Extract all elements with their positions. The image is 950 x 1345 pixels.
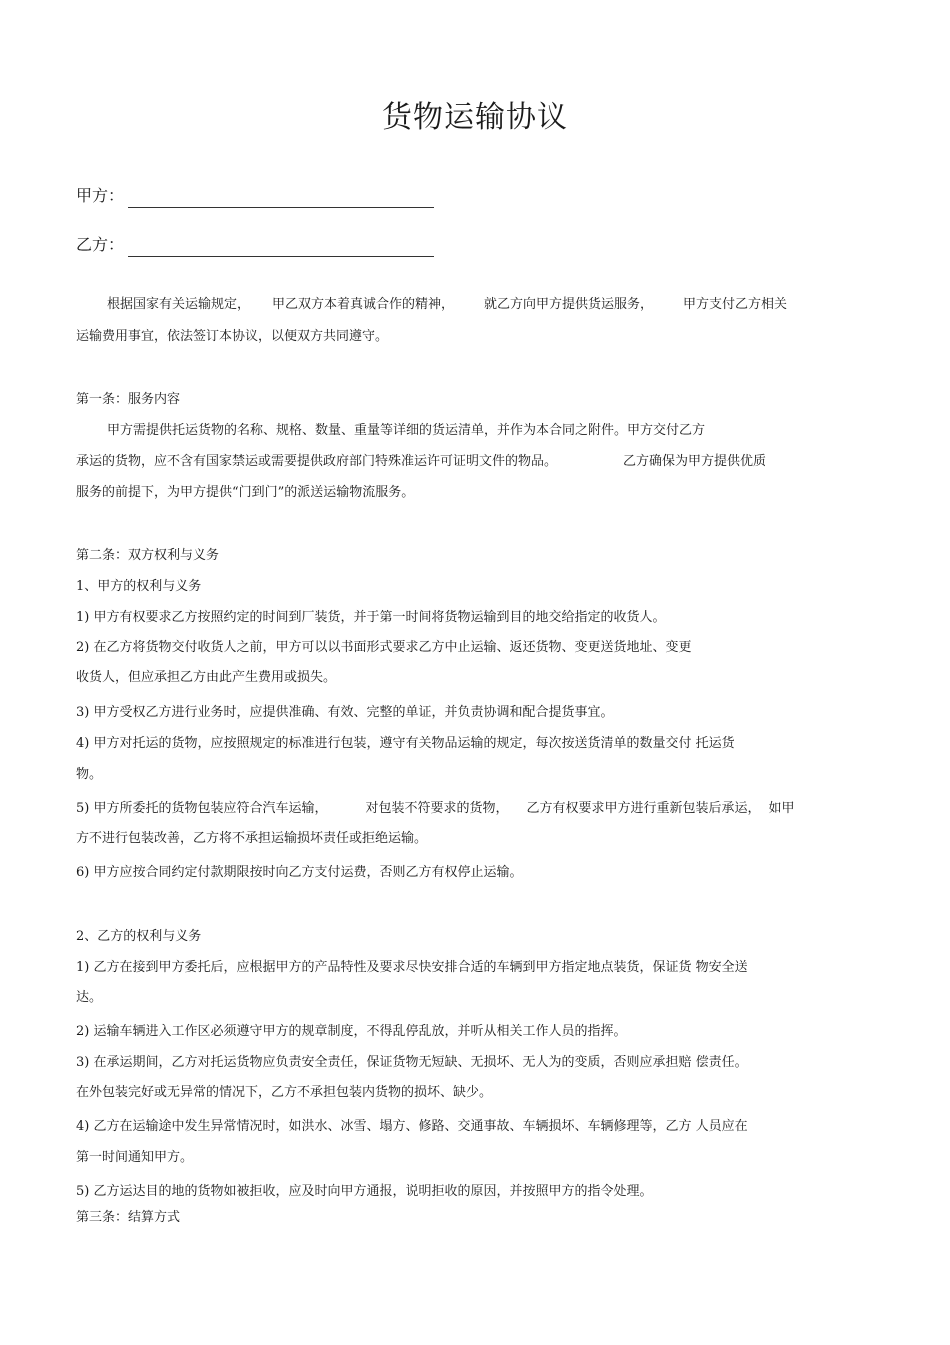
party-a-label: 甲方：	[76, 186, 125, 205]
article-3-heading: 第三条：结算方式	[76, 1210, 181, 1225]
clause-segment: 如甲	[768, 801, 795, 816]
party-b-clause-4-line-1: 4) 乙方在运输途中发生异常情况时，如洪水、冰雪、塌方、修路、交通事故、车辆损坏、车辆修理等，乙方 人员应在	[76, 1119, 748, 1134]
article-1-segment: 乙方确保为甲方提供优质	[623, 454, 767, 469]
party-a-clause-1: 1) 甲方有权要求乙方按照约定的时间到厂装货，并于第一时间将货物运输到目的地交给指定的收货人。	[76, 610, 666, 625]
document-title: 货物运输协议	[382, 100, 568, 135]
party-a-clause-6: 6) 甲方应按合同约定付款期限按时向乙方支付运费，否则乙方有权停止运输。	[76, 865, 523, 880]
party-b-clause-4-line-2: 第一时间通知甲方。	[76, 1150, 194, 1165]
party-b-blank-line[interactable]	[128, 238, 434, 257]
party-a-clause-2-line-2: 收货人，但应承担乙方由此产生费用或损失。	[76, 670, 337, 685]
article-1-line-2	[76, 453, 766, 471]
party-b-row	[76, 233, 434, 257]
preamble-segment: 甲方支付乙方相关	[683, 297, 788, 312]
party-b-label: 乙方：	[76, 235, 125, 254]
preamble-segment: 根据国家有关运输规定，	[107, 297, 251, 312]
party-a-blank-line[interactable]	[128, 189, 434, 208]
party-b-rights-heading: 2、乙方的权利与义务	[76, 929, 202, 944]
clause-segment: 对包装不符要求的货物，	[365, 801, 509, 816]
article-1-line-3: 服务的前提下，为甲方提供“门到门”的派送运输物流服务。	[76, 485, 415, 500]
article-2-heading: 第二条：双方权利与义务	[76, 548, 220, 563]
party-a-rights-heading: 1、甲方的权利与义务	[76, 579, 202, 594]
party-b-clause-1-line-2: 达。	[76, 990, 103, 1005]
clause-segment: 5) 甲方所委托的货物包装应符合汽车运输，	[76, 801, 328, 816]
preamble-line-2: 运输费用事宜，依法签订本协议，以便双方共同遵守。	[76, 329, 389, 344]
party-a-clause-3: 3) 甲方受权乙方进行业务时，应提供准确、有效、完整的单证，并负责协调和配合提货事宜。	[76, 705, 614, 720]
article-1-segment: 承运的货物，应不含有国家禁运或需要提供政府部门特殊准运许可证明文件的物品。	[76, 454, 558, 469]
article-1-line-1: 甲方需提供托运货物的名称、规格、数量、重量等详细的货运清单，并作为本合同之附件。甲方交付乙方	[107, 423, 706, 438]
party-b-clause-5: 5) 乙方运达目的地的货物如被拒收，应及时向甲方通报，说明拒收的原因，并按照甲方的指令处理。	[76, 1184, 653, 1199]
party-a-row	[76, 184, 434, 208]
party-a-clause-5-line-2: 方不进行包装改善，乙方将不承担运输损坏责任或拒绝运输。	[76, 831, 428, 846]
party-a-clause-2-line-1: 2) 在乙方将货物交付收货人之前，甲方可以以书面形式要求乙方中止运输、返还货物、变更送货地址、变更	[76, 640, 692, 655]
party-b-clause-1-line-1: 1) 乙方在接到甲方委托后，应根据甲方的产品特性及要求尽快安排合适的车辆到甲方指定地点装货，保证货 物安全送	[76, 960, 748, 975]
preamble-segment: 就乙方向甲方提供货运服务，	[484, 297, 654, 312]
article-1-heading: 第一条：服务内容	[76, 392, 181, 407]
clause-segment: 乙方有权要求甲方进行重新包装后承运，	[526, 801, 761, 816]
party-a-clause-4-line-2: 物。	[76, 767, 103, 782]
party-b-clause-2: 2) 运输车辆进入工作区必须遵守甲方的规章制度，不得乱停乱放，并听从相关工作人员的指挥。	[76, 1024, 627, 1039]
party-a-clause-5-line-1	[76, 800, 795, 818]
party-b-clause-3-line-1: 3) 在承运期间，乙方对托运货物应负责安全责任，保证货物无短缺、无损坏、无人为的变质，否则应承担赔 偿责任。	[76, 1055, 748, 1070]
party-b-clause-3-line-2: 在外包装完好或无异常的情况下，乙方不承担包装内货物的损坏、缺少。	[76, 1085, 493, 1100]
party-a-clause-4-line-1: 4) 甲方对托运的货物，应按照规定的标准进行包装，遵守有关物品运输的规定，每次按送货清单的数量交付 托运货	[76, 736, 735, 751]
preamble-segment: 甲乙双方本着真诚合作的精神，	[272, 297, 455, 312]
preamble-line-1	[107, 296, 787, 314]
